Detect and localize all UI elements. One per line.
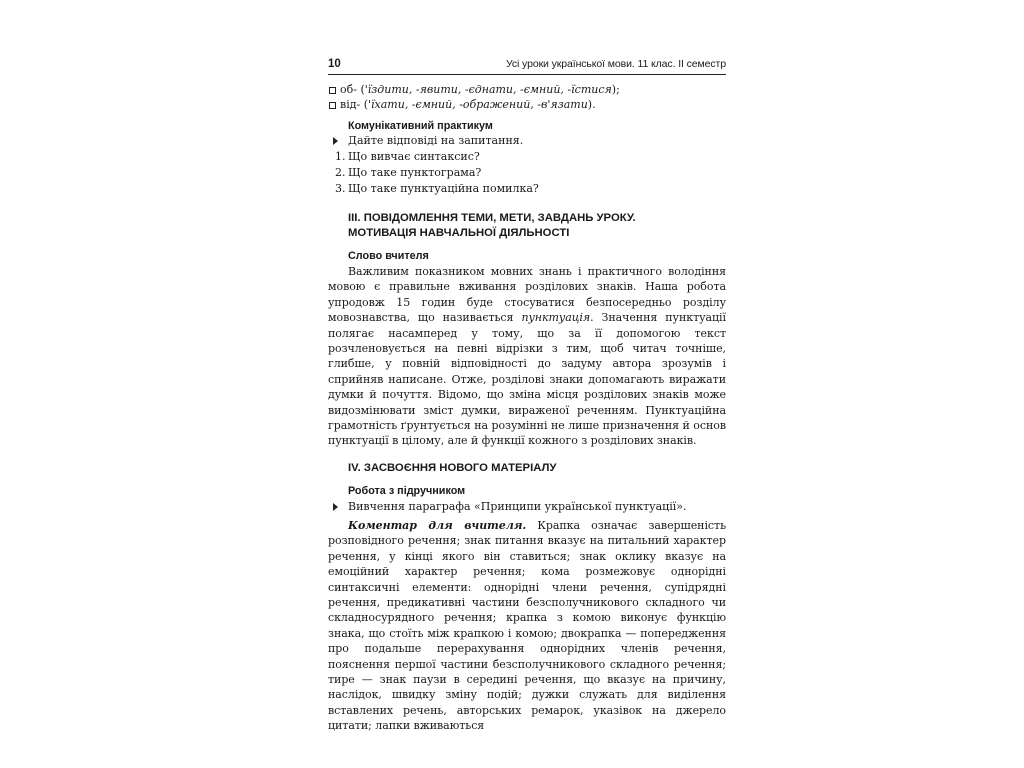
- list-item: від- ('їхати, -ємний, -ображений, -в'язати).: [328, 97, 726, 112]
- list-item: 1. Що вивчає синтаксис?: [335, 150, 480, 163]
- book-page: [328, 57, 726, 734]
- task-item: Вивчення параграфа «Принципи української пунктуації».: [328, 499, 726, 515]
- list-item: 3. Що таке пунктуаційна помилка?: [335, 182, 539, 195]
- task-item: Дайте відповіді на запитання.: [328, 133, 726, 149]
- section-4-subheading: Робота з підручником: [348, 484, 466, 497]
- page-header: [328, 57, 726, 75]
- section-3-paragraph: Важливим показником мовних знань і практичного володіння мовою є правильне вживання розділових знаків. Наша робота упродовж 15 годин буде стосуватися безпосередньо розділу мовознавства, що називається пунктуація. Значення пунктуації полягає насамперед у тому, що за її допомогою текст розчленовується на певні відрізки з тим, щоб читач точніше, глибше, у повній відповідності до задуму автора зрозумів і сприйняв написане. Отже, розділові знаки допомагають виражати думки й почуття. Відомо, що зміна місця розділових знаків може видозмінювати зміст думки, вираженої реченням. Пунктуаційна грамотність ґрунтується на розумінні не лише призначення й основ пунктуації в цілому, але й функції кожного з розділових знаків.: [328, 265, 726, 448]
- list-item: 2. Що таке пунктограма?: [335, 166, 482, 179]
- list-item: об- ('їздити, -явити, -єднати, -ємний, -їстися);: [328, 82, 726, 97]
- section-3-title: ІІІ. ПОВІДОМЛЕННЯ ТЕМИ, МЕТИ, ЗАВДАНЬ УРОКУ. МОТИВАЦІЯ НАВЧАЛЬНОЇ ДІЯЛЬНОСТІ: [348, 212, 636, 239]
- section-3-subheading: Слово вчителя: [348, 250, 429, 262]
- page-number: 10: [328, 58, 341, 70]
- teacher-comment-paragraph: Коментар для вчителя. Крапка означає завершеність розповідного речення; знак питання вказує на питальний характер речення, у кінці якого він ставиться; знак оклику вказує на емоційний характер речення; кома розмежовує однорідні синтаксичні елементи: однорідні члени речення, супідрядні речення, предикативні частини безсполучникового складного чи складносурядного речення; крапка з комою виконує функцію знака, що стоїть між крапкою і комою; двокрапка — попередження про подальше перерахування однорідних членів речення, пояснення першої частини безсполучникового складного речення; тире — знак паузи в середині речення, що вказує на причину, наслідок, швидку зміну подій; дужки служать для виділення вставлених речень, авторських ремарок, указівок на джерело цитати; лапки вживаються: [328, 518, 727, 733]
- prefix-list: [328, 82, 726, 112]
- section-4-title: IV. ЗАСВОЄННЯ НОВОГО МАТЕРІАЛУ: [348, 461, 557, 474]
- running-title: Усі уроки української мови. 11 клас. ІІ семестр: [505, 58, 726, 70]
- communicative-heading: Комунікативний практикум: [348, 120, 493, 132]
- questions-list: [328, 149, 726, 197]
